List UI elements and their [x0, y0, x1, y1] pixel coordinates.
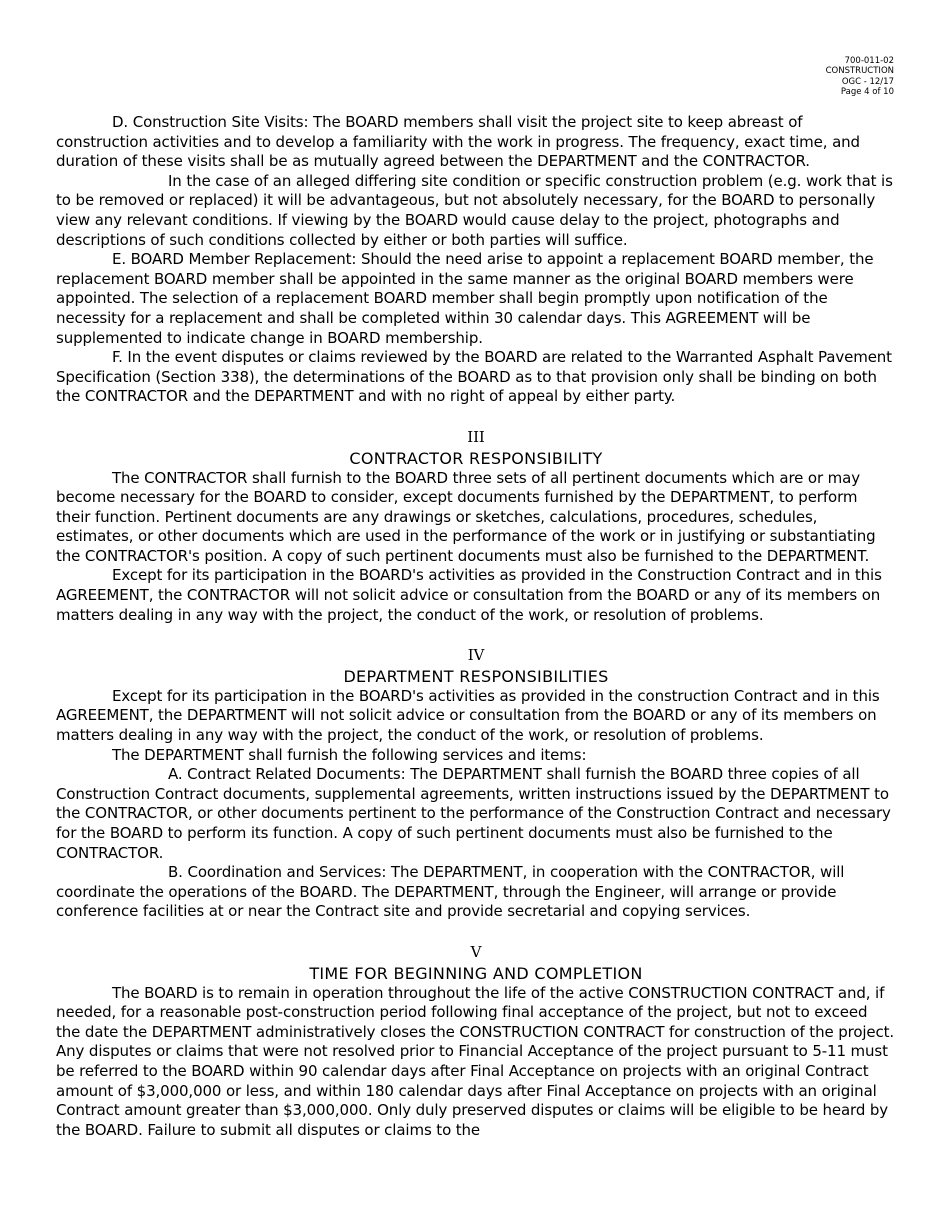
- form-division: CONSTRUCTION: [825, 66, 894, 77]
- spacer: [56, 922, 896, 942]
- section-4-item-a: A. Contract Related Documents: The DEPARTMENT shall furnish the BOARD three copies of all Construction Contract documents, supplemental agreements, written instructions issued by the DEPARTMENT to the CONTRACTOR, or other documents pertinent to the performance of the Construction Contract and necessary for the BOARD to perform its function. A copy of such pertinent documents must also be furnished to the CONTRACTOR.: [56, 765, 891, 862]
- paragraph-e-replacement: E. BOARD Member Replacement: Should the need arise to appoint a replacement BOARD member, the replacement BOARD member shall be appointed in the same manner as the original BOARD members were appointed. The selection of a replacement BOARD member shall begin promptly upon notification of the necessity for a replacement and shall be completed within 30 calendar days. This AGREEMENT will be supplemented to indicate change in BOARD membership.: [56, 250, 874, 347]
- section-4-number: IV: [467, 645, 485, 664]
- section-4-item-b: B. Coordination and Services: The DEPARTMENT, in cooperation with the CONTRACTOR, will coordinate the operations of the BOARD. The DEPARTMENT, through the Engineer, will arrange or provide conference facilities at or near the Contract site and provide secretarial and copying services.: [56, 863, 845, 921]
- page-number: Page 4 of 10: [840, 86, 894, 97]
- section-4-title: DEPARTMENT RESPONSIBILITIES: [343, 666, 609, 686]
- spacer: [56, 407, 896, 427]
- section-3-number: III: [467, 427, 485, 446]
- paragraph-d-differing-site: In the case of an alleged differing site condition or specific construction problem (e.g. work that is to be removed or replaced) it will be advantageous, but not absolutely necessary, for the BOARD to personally view any relevant conditions. If viewing by the BOARD would cause delay to the project, photographs and descriptions of such conditions collected by either or both parties will suffice.: [56, 171, 893, 249]
- section-5-title: TIME FOR BEGINNING AND COMPLETION: [309, 963, 643, 983]
- form-number: 700-011-02: [844, 56, 894, 66]
- section-3-paragraph-1: The CONTRACTOR shall furnish to the BOARD three sets of all pertinent documents which are or may become necessary for the BOARD to consider, except documents furnished by the DEPARTMENT, to perform their function. Pertinent documents are any drawings or sketches, calculations, procedures, schedules, estimates, or other documents which are used in the performance of the work or in justifying or substantiating the CONTRACTOR's position. A copy of such pertinent documents must also be furnished to the DEPARTMENT.: [56, 468, 876, 565]
- spacer: [56, 625, 896, 645]
- section-4-paragraph-2: The DEPARTMENT shall furnish the following services and items:: [112, 745, 587, 764]
- form-header: [826, 56, 894, 97]
- section-4-paragraph-1: Except for its participation in the BOARD's activities as provided in the construction Contract and in this AGREEMENT, the DEPARTMENT will not solicit advice or consultation from the BOARD or any of its members on matters dealing in any way with the project, the conduct of the work, or resolution of problems.: [56, 686, 880, 745]
- section-3-paragraph-2: Except for its participation in the BOARD's activities as provided in the Construction Contract and in this AGREEMENT, the CONTRACTOR will not solicit advice or consultation from the BOARD or any of its members on matters dealing in any way with the project, the conduct of the work, or resolution of problems.: [56, 566, 882, 624]
- paragraph-f-asphalt: F. In the event disputes or claims reviewed by the BOARD are related to the Warranted Asphalt Pavement Specification (Section 338), the determinations of the BOARD as to that provision only shall be binding on both the CONTRACTOR and the DEPARTMENT and with no right of appeal by either party.: [56, 348, 892, 406]
- section-3-title: CONTRACTOR RESPONSIBILITY: [349, 448, 603, 468]
- document-body: [56, 113, 896, 1140]
- section-5-paragraph-1: The BOARD is to remain in operation throughout the life of the active CONSTRUCTION CONTRACT and, if needed, for a reasonable post-construction period following final acceptance of the project, but not to exceed the date the DEPARTMENT administratively closes the CONSTRUCTION CONTRACT for construction of the project. Any disputes or claims that were not resolved prior to Financial Acceptance of the project pursuant to 5-11 must be referred to the BOARD within 90 calendar days after Final Acceptance on projects with an original Contract amount of $3,000,000 or less, and within 180 calendar days after Final Acceptance on projects with an original Contract amount greater than $3,000,000. Only duly preserved disputes or claims will be eligible to be heard by the BOARD. Failure to submit all disputes or claims to the: [56, 983, 895, 1139]
- section-5-number: V: [470, 942, 482, 961]
- form-office: OGC - 12/17: [841, 76, 894, 87]
- paragraph-d-site-visits: D. Construction Site Visits: The BOARD members shall visit the project site to keep abreast of construction activities and to develop a familiarity with the work in progress. The frequency, exact time, and duration of these visits shall be as mutually agreed between the DEPARTMENT and the CONTRACTOR.: [56, 113, 860, 171]
